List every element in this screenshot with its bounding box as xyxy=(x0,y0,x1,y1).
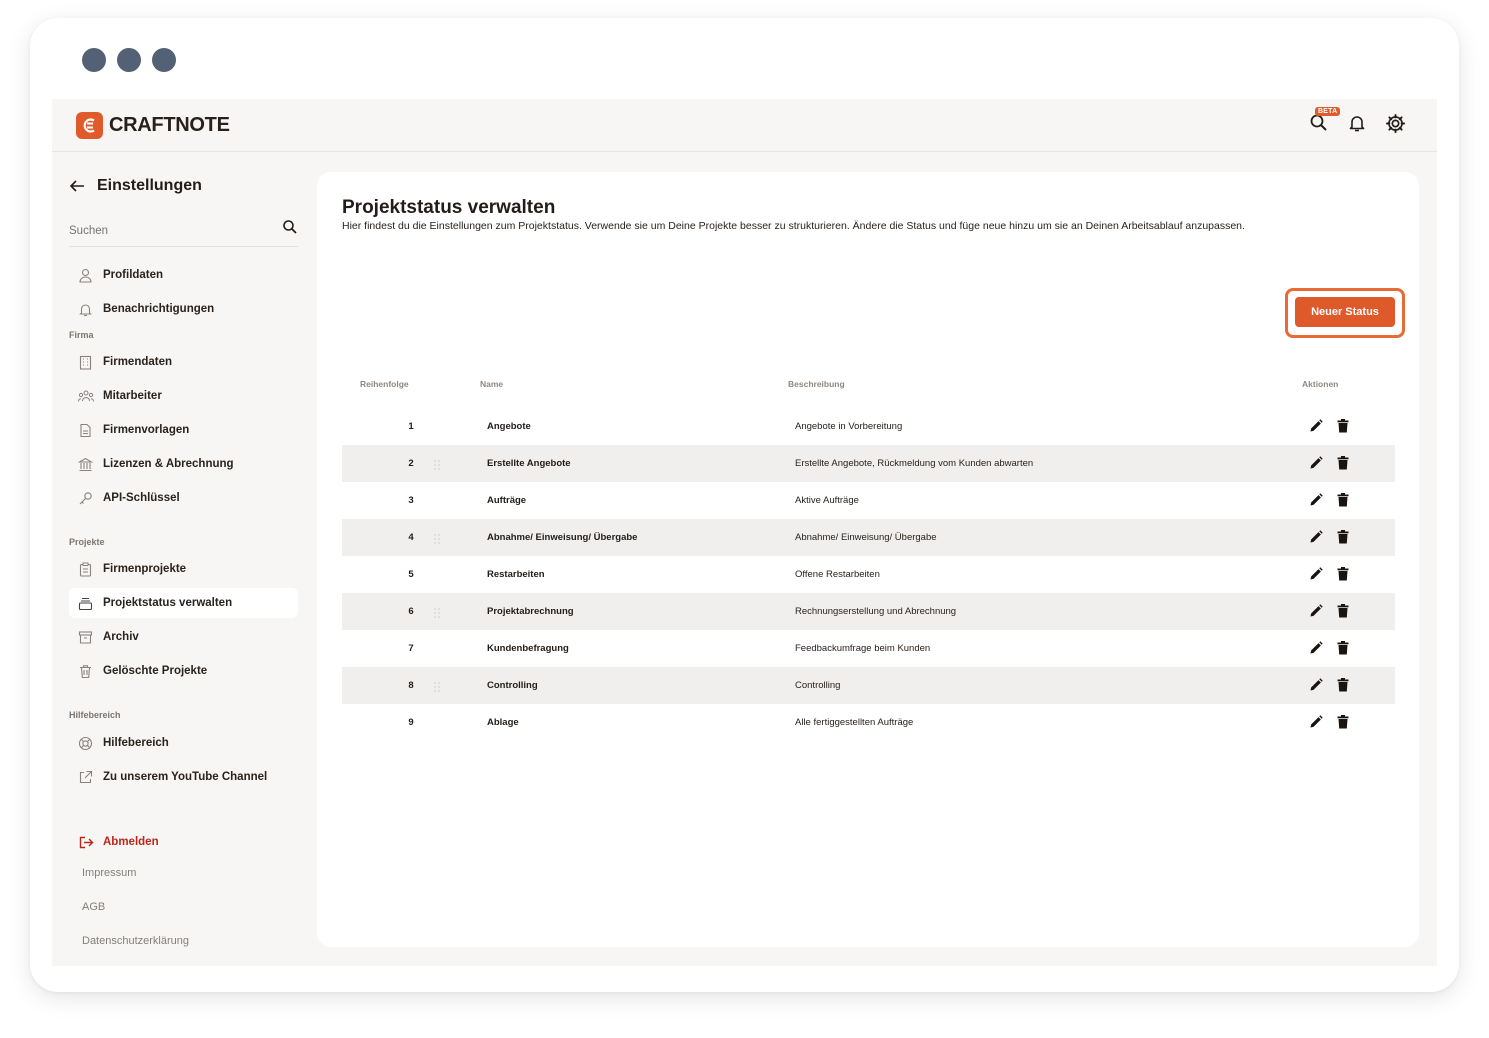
window-close-dot[interactable] xyxy=(82,48,106,72)
table-row[interactable] xyxy=(342,630,1395,667)
sidebar-item-hilfebereich[interactable] xyxy=(69,728,298,758)
trash-icon xyxy=(1337,419,1349,433)
pencil-icon xyxy=(1309,567,1323,581)
window-controls xyxy=(82,48,176,72)
notifications-button[interactable] xyxy=(1345,111,1369,135)
table-row[interactable] xyxy=(342,519,1395,556)
sidebar-item-label: Lizenzen & Abrechnung xyxy=(103,458,234,470)
document-icon xyxy=(77,422,94,439)
delete-status-button[interactable] xyxy=(1335,529,1351,545)
sidebar-title: Einstellungen xyxy=(97,177,202,194)
search-icon[interactable] xyxy=(282,219,298,235)
sidebar-item-api[interactable] xyxy=(69,483,298,513)
sidebar-item-archiv[interactable] xyxy=(69,622,298,652)
column-header-description: Beschreibung xyxy=(788,379,845,389)
row-name: Restarbeiten xyxy=(487,569,545,580)
bell-icon xyxy=(1347,113,1367,133)
sidebar-item-label: API-Schlüssel xyxy=(103,492,180,504)
pencil-icon xyxy=(1309,419,1323,433)
column-header-order: Reihenfolge xyxy=(360,379,409,389)
drag-handle-icon[interactable] xyxy=(433,680,441,692)
edit-status-button[interactable] xyxy=(1308,714,1324,730)
section-label-firma: Firma xyxy=(69,330,94,340)
impressum-link[interactable]: Impressum xyxy=(82,867,137,879)
delete-status-button[interactable] xyxy=(1335,677,1351,693)
trash-icon xyxy=(1337,567,1349,581)
sidebar-item-mitarbeiter[interactable] xyxy=(69,381,298,411)
trash-icon xyxy=(77,663,94,680)
pencil-icon xyxy=(1309,641,1323,655)
table-row[interactable] xyxy=(342,704,1395,741)
pencil-icon xyxy=(1309,456,1323,470)
row-name: Kundenbefragung xyxy=(487,643,569,654)
row-description: Controlling xyxy=(795,680,841,691)
lifebuoy-icon xyxy=(77,735,94,752)
trash-icon xyxy=(1337,678,1349,692)
row-order: 8 xyxy=(408,680,414,691)
row-order: 9 xyxy=(408,717,414,728)
app xyxy=(52,99,1437,966)
row-order: 7 xyxy=(408,643,414,654)
row-order: 6 xyxy=(408,606,414,617)
page-description: Hier findest du die Einstellungen zum Projektstatus. Verwende sie um Deine Projekte besser zu strukturieren. Ändere die Status und füge neue hinzu um sie an Deinen Arbeitsablauf anzupassen. xyxy=(342,220,1245,232)
sidebar-item-label: Hilfebereich xyxy=(103,737,169,749)
trash-icon xyxy=(1337,715,1349,729)
sidebar-item-firmendaten[interactable] xyxy=(69,347,298,377)
row-description: Abnahme/ Einweisung/ Übergabe xyxy=(795,532,937,543)
row-name: Erstellte Angebote xyxy=(487,458,571,469)
sidebar-item-label: Projektstatus verwalten xyxy=(103,597,233,609)
arrow-left-icon xyxy=(69,179,85,193)
sidebar-item-firmenvorlagen[interactable] xyxy=(69,415,298,445)
edit-status-button[interactable] xyxy=(1308,455,1324,471)
key-icon xyxy=(77,490,94,507)
edit-status-button[interactable] xyxy=(1308,677,1324,693)
delete-status-button[interactable] xyxy=(1335,603,1351,619)
sidebar-item-label: Firmendaten xyxy=(103,356,173,368)
row-name: Aufträge xyxy=(487,495,527,506)
settings-button[interactable] xyxy=(1383,111,1407,135)
drag-handle-icon[interactable] xyxy=(433,532,441,544)
external-link-icon xyxy=(77,769,94,786)
sidebar-item-youtube[interactable] xyxy=(69,762,298,792)
delete-status-button[interactable] xyxy=(1335,492,1351,508)
sidebar-item-label: Gelöschte Projekte xyxy=(103,665,208,677)
sidebar-item-firmenprojekte[interactable] xyxy=(69,554,298,584)
row-description: Erstellte Angebote, Rückmeldung vom Kunden abwarten xyxy=(795,458,1034,469)
edit-status-button[interactable] xyxy=(1308,566,1324,582)
logo[interactable] xyxy=(76,112,230,139)
back-to-settings[interactable] xyxy=(69,177,202,195)
user-icon xyxy=(77,267,94,284)
table-header xyxy=(342,379,1395,395)
main-panel xyxy=(317,172,1419,947)
table-row[interactable] xyxy=(342,556,1395,593)
row-description: Rechnungserstellung und Abrechnung xyxy=(795,606,957,617)
new-status-button[interactable]: Neuer Status xyxy=(1295,297,1395,327)
sidebar-item-label: Profildaten xyxy=(103,269,164,281)
top-bar xyxy=(52,99,1437,152)
pencil-icon xyxy=(1309,530,1323,544)
row-name: Controlling xyxy=(487,680,538,691)
sidebar-item-label: Firmenvorlagen xyxy=(103,424,190,436)
bell-icon xyxy=(77,301,94,318)
sidebar-search-input[interactable] xyxy=(69,225,259,237)
archive-icon xyxy=(77,629,94,646)
edit-status-button[interactable] xyxy=(1308,529,1324,545)
row-description: Feedbackumfrage beim Kunden xyxy=(795,643,931,654)
trash-icon xyxy=(1337,456,1349,470)
trash-icon xyxy=(1337,493,1349,507)
drag-handle-icon[interactable] xyxy=(433,606,441,618)
bank-icon xyxy=(77,456,94,473)
pencil-icon xyxy=(1309,678,1323,692)
table-row[interactable] xyxy=(342,593,1395,630)
datenschutz-link[interactable]: Datenschutzerklärung xyxy=(82,935,190,947)
top-icons xyxy=(1307,108,1407,135)
row-order: 4 xyxy=(408,532,414,543)
drag-handle-icon[interactable] xyxy=(433,458,441,470)
trash-icon xyxy=(1337,604,1349,618)
app-name: CRAFTNOTE xyxy=(109,114,230,136)
search-icon xyxy=(1309,113,1329,133)
row-name: Angebote xyxy=(487,421,531,432)
section-label-projekte: Projekte xyxy=(69,537,105,547)
row-name: Projektabrechnung xyxy=(487,606,574,617)
row-order: 2 xyxy=(408,458,414,469)
page-title: Projektstatus verwalten xyxy=(342,197,556,218)
agb-link[interactable]: AGB xyxy=(82,901,106,913)
column-header-actions: Aktionen xyxy=(1302,379,1339,389)
pencil-icon xyxy=(1309,604,1323,618)
table-row[interactable] xyxy=(342,408,1395,445)
table-row[interactable] xyxy=(342,667,1395,704)
delete-status-button[interactable] xyxy=(1335,455,1351,471)
window-minimize-dot[interactable] xyxy=(117,48,141,72)
gear-icon xyxy=(1385,113,1406,134)
logout-icon xyxy=(77,834,94,851)
sidebar-item-label: Benachrichtigungen xyxy=(103,303,215,315)
logout-label: Abmelden xyxy=(103,836,159,848)
sidebar-item-benachrichtigungen[interactable] xyxy=(69,294,298,324)
craftnote-logo-icon xyxy=(76,112,103,139)
logout-button[interactable] xyxy=(69,827,298,857)
trash-icon xyxy=(1337,530,1349,544)
row-description: Angebote in Vorbereitung xyxy=(795,421,903,432)
sidebar-item-label: Mitarbeiter xyxy=(103,390,162,402)
edit-status-button[interactable] xyxy=(1308,418,1324,434)
sidebar-item-label: Zu unserem YouTube Channel xyxy=(103,771,268,783)
sidebar-item-projektstatus[interactable] xyxy=(69,588,298,618)
browser-window xyxy=(30,18,1459,992)
sidebar-item-label: Archiv xyxy=(103,631,139,643)
section-label-hilfe: Hilfebereich xyxy=(69,710,121,720)
trash-icon xyxy=(1337,641,1349,655)
building-icon xyxy=(77,354,94,371)
table-row[interactable] xyxy=(342,482,1395,519)
delete-status-button[interactable] xyxy=(1335,640,1351,656)
sidebar-item-lizenzen[interactable] xyxy=(69,449,298,479)
row-description: Offene Restarbeiten xyxy=(795,569,880,580)
global-search-button[interactable] xyxy=(1307,108,1338,135)
delete-status-button[interactable] xyxy=(1335,714,1351,730)
edit-status-button[interactable] xyxy=(1308,603,1324,619)
table-row[interactable] xyxy=(342,445,1395,482)
sidebar-item-label: Firmenprojekte xyxy=(103,563,187,575)
clipboard-icon xyxy=(77,561,94,578)
row-description: Alle fertiggestellten Aufträge xyxy=(795,717,914,728)
edit-status-button[interactable] xyxy=(1308,492,1324,508)
row-description: Aktive Aufträge xyxy=(795,495,859,506)
sidebar-item-geloescht[interactable] xyxy=(69,656,298,686)
row-name: Abnahme/ Einweisung/ Übergabe xyxy=(487,532,638,543)
row-name: Ablage xyxy=(487,717,519,728)
team-icon xyxy=(77,388,94,405)
sidebar-item-profildaten[interactable] xyxy=(69,260,298,290)
edit-status-button[interactable] xyxy=(1308,640,1324,656)
stack-icon xyxy=(77,595,94,612)
pencil-icon xyxy=(1309,493,1323,507)
column-header-name: Name xyxy=(480,379,504,389)
delete-status-button[interactable] xyxy=(1335,566,1351,582)
row-order: 3 xyxy=(408,495,414,506)
row-order: 1 xyxy=(408,421,414,432)
row-order: 5 xyxy=(408,569,414,580)
pencil-icon xyxy=(1309,715,1323,729)
beta-badge: BETA xyxy=(1315,107,1340,116)
sidebar-search xyxy=(69,219,298,247)
delete-status-button[interactable] xyxy=(1335,418,1351,434)
window-maximize-dot[interactable] xyxy=(152,48,176,72)
settings-sidebar xyxy=(52,152,317,966)
